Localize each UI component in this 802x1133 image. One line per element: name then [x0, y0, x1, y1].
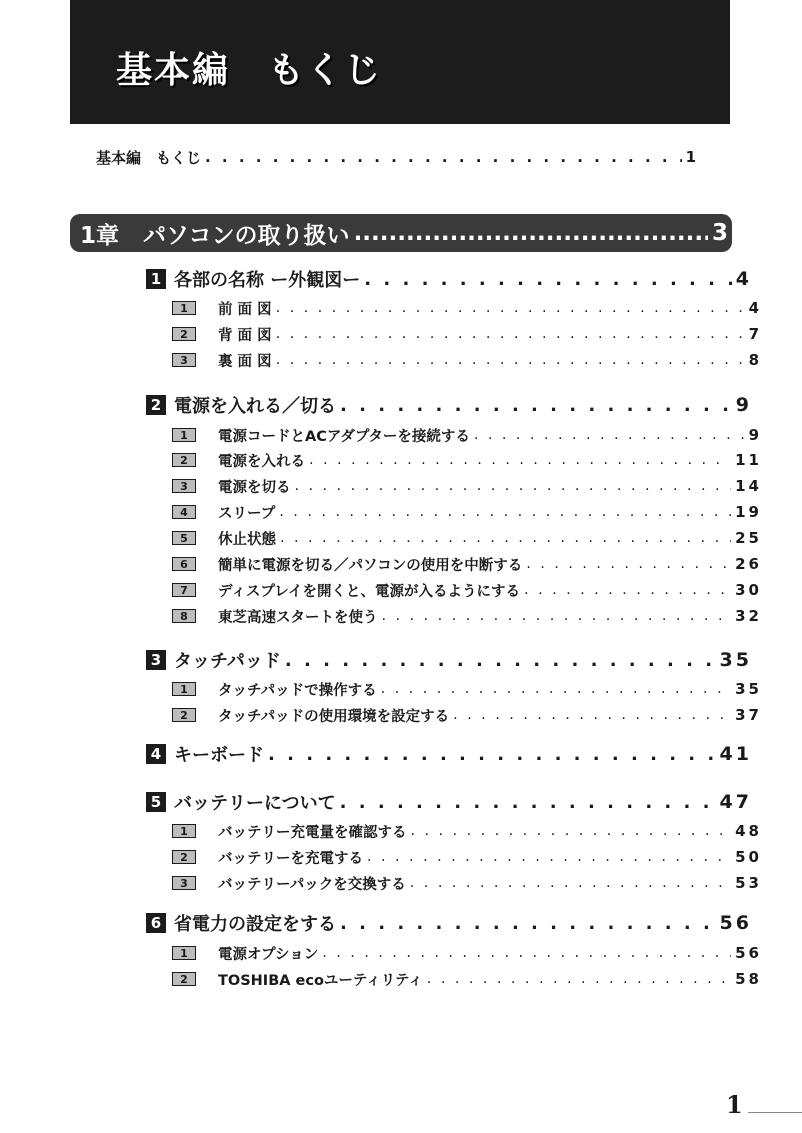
subsection-number-badge: 6 [172, 557, 196, 571]
subsection-title: 裏 面 図 [218, 353, 272, 370]
subsection-number-badge: 5 [172, 531, 196, 545]
subsection-entry[interactable] [172, 502, 762, 522]
dot-leader [427, 971, 731, 987]
dot-leader [411, 823, 732, 839]
subsection-title: 背 面 図 [218, 327, 272, 344]
subsection-entry[interactable] [172, 580, 762, 600]
subsection-title: TOSHIBA ecoユーティリティ [218, 972, 423, 989]
section-number-badge: 5 [146, 792, 166, 812]
subsection-title: 電源を切る [218, 479, 291, 496]
toc-entry-page: 1 [685, 148, 696, 166]
dot-leader [340, 913, 716, 934]
subsection-title: スリープ [218, 505, 276, 522]
subsection-entry[interactable] [172, 679, 762, 699]
section-page: 35 [719, 649, 752, 671]
subsection-entry[interactable] [172, 705, 762, 725]
subsection-title: バッテリーパックを交換する [218, 876, 406, 893]
subsection-page: 37 [735, 706, 762, 724]
dot-leader [367, 849, 731, 865]
dot-leader [354, 220, 708, 246]
section-page: 4 [735, 268, 752, 290]
subsection-number-badge: 1 [172, 946, 196, 960]
dot-leader [524, 582, 731, 598]
subsection-entry[interactable] [172, 847, 762, 867]
chapter-page: 3 [711, 220, 728, 246]
dot-leader [382, 608, 732, 624]
section-entry[interactable] [146, 393, 756, 417]
subsection-number-badge: 1 [172, 301, 196, 315]
subsection-page: 32 [735, 607, 762, 625]
dot-leader [322, 945, 731, 961]
section-title: キーボード [174, 745, 264, 766]
subsection-entry[interactable] [172, 943, 762, 963]
subsection-title: バッテリーを充電する [218, 850, 363, 867]
subsection-page: 58 [735, 970, 762, 988]
subsection-number-badge: 2 [172, 850, 196, 864]
dot-leader [340, 395, 732, 416]
dot-leader [285, 650, 716, 671]
subsection-page: 7 [748, 325, 762, 343]
subsection-page: 4 [748, 299, 762, 317]
dot-leader [381, 681, 731, 697]
page-number: 1 [726, 1090, 743, 1119]
dot-leader [309, 452, 731, 468]
subsection-number-badge: 3 [172, 353, 196, 367]
subsection-title: 前 面 図 [218, 301, 272, 318]
subsection-page: 11 [735, 451, 762, 469]
section-entry[interactable] [146, 742, 756, 766]
header-banner [70, 0, 730, 124]
section-page: 9 [735, 394, 752, 416]
subsection-page: 48 [735, 822, 762, 840]
subsection-title: 簡単に電源を切る／パソコンの使用を中断する [218, 557, 523, 574]
subsection-page: 53 [735, 874, 762, 892]
toc-entry-contents[interactable] [96, 146, 696, 168]
dot-leader [340, 792, 716, 813]
subsection-title: 電源オプション [218, 946, 319, 963]
subsection-number-badge: 1 [172, 682, 196, 696]
dot-leader [295, 478, 732, 494]
page-title: 基本編 もくじ [116, 50, 383, 91]
chapter-title: パソコンの取り扱い [143, 222, 350, 249]
chapter-heading[interactable] [70, 214, 732, 252]
subsection-title: タッチパッドの使用環境を設定する [218, 708, 450, 725]
subsection-title: 電源を入れる [218, 453, 305, 470]
subsection-entry[interactable] [172, 450, 762, 470]
section-page: 47 [719, 791, 752, 813]
dot-leader [280, 530, 731, 546]
subsection-number-badge: 1 [172, 824, 196, 838]
section-title: バッテリーについて [174, 793, 336, 814]
subsection-page: 26 [735, 555, 762, 573]
subsection-entry[interactable] [172, 554, 762, 574]
subsection-page: 9 [748, 426, 762, 444]
subsection-entry[interactable] [172, 528, 762, 548]
subsection-number-badge: 7 [172, 583, 196, 597]
subsection-title: タッチパッドで操作する [218, 682, 377, 699]
dot-leader [410, 875, 731, 891]
subsection-entry[interactable] [172, 350, 762, 370]
dot-leader [205, 148, 682, 166]
section-page: 41 [719, 743, 752, 765]
section-entry[interactable] [146, 790, 756, 814]
section-number-badge: 3 [146, 650, 166, 670]
subsection-number-badge: 2 [172, 327, 196, 341]
footer-rule [748, 1112, 802, 1113]
subsection-entry[interactable] [172, 324, 762, 344]
subsection-entry[interactable] [172, 425, 762, 445]
section-title: 省電力の設定をする [174, 914, 336, 935]
section-number-badge: 2 [146, 395, 166, 415]
subsection-title: 電源コードとACアダプターを接続する [218, 428, 470, 445]
section-number-badge: 6 [146, 913, 166, 933]
subsection-page: 56 [735, 944, 762, 962]
subsection-number-badge: 2 [172, 708, 196, 722]
subsection-number-badge: 3 [172, 479, 196, 493]
section-entry[interactable] [146, 648, 756, 672]
subsection-title: バッテリー充電量を確認する [218, 824, 407, 841]
dot-leader [276, 326, 745, 342]
subsection-page: 30 [735, 581, 762, 599]
section-page: 56 [719, 912, 752, 934]
subsection-entry[interactable] [172, 476, 762, 496]
subsection-title: 休止状態 [218, 531, 276, 548]
section-entry[interactable] [146, 267, 756, 291]
subsection-page: 35 [735, 680, 762, 698]
subsection-number-badge: 1 [172, 428, 196, 442]
dot-leader [268, 744, 716, 765]
subsection-page: 8 [748, 351, 762, 369]
subsection-entry[interactable] [172, 298, 762, 318]
subsection-entry[interactable] [172, 873, 762, 893]
subsection-page: 50 [735, 848, 762, 866]
subsection-number-badge: 8 [172, 609, 196, 623]
dot-leader [453, 707, 731, 723]
subsection-entry[interactable] [172, 606, 762, 626]
dot-leader [279, 504, 731, 520]
dot-leader [276, 300, 745, 316]
subsection-entry[interactable] [172, 969, 762, 989]
section-title: タッチパッド [174, 651, 281, 672]
subsection-title: ディスプレイを開くと、電源が入るようにする [218, 583, 521, 600]
subsection-number-badge: 4 [172, 505, 196, 519]
section-title: 電源を入れる／切る [174, 396, 336, 417]
dot-leader [526, 556, 731, 572]
subsection-title: 東芝高速スタートを使う [218, 609, 378, 626]
subsection-page: 19 [735, 503, 762, 521]
toc-entry-title: 基本編 もくじ [96, 148, 202, 167]
subsection-entry[interactable] [172, 821, 762, 841]
subsection-number-badge: 2 [172, 453, 196, 467]
section-title: 各部の名称 ー外観図ー [174, 270, 361, 291]
dot-leader [364, 269, 732, 290]
dot-leader [474, 427, 745, 443]
chapter-number: 1章 [80, 222, 120, 249]
subsection-page: 25 [735, 529, 762, 547]
subsection-number-badge: 2 [172, 972, 196, 986]
dot-leader [276, 352, 745, 368]
subsection-page: 14 [735, 477, 762, 495]
section-entry[interactable] [146, 911, 756, 935]
section-number-badge: 4 [146, 744, 166, 764]
section-number-badge: 1 [146, 269, 166, 289]
subsection-number-badge: 3 [172, 876, 196, 890]
